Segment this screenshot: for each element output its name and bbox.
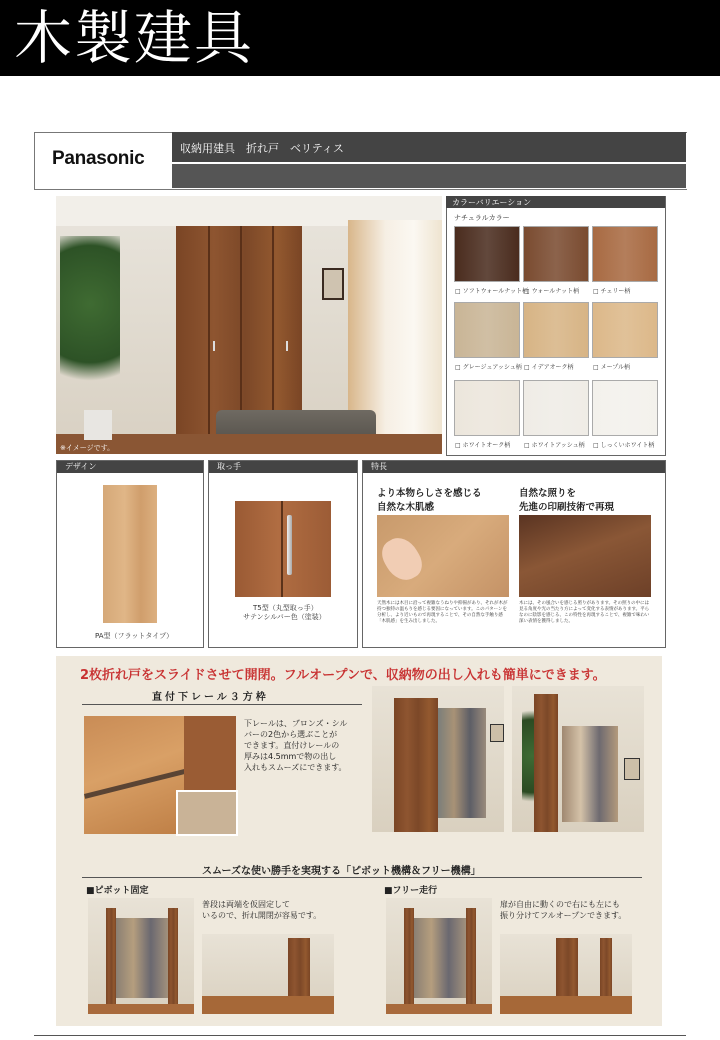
text-line: 普段は両端を仮固定して xyxy=(202,900,290,909)
hanging-clothes xyxy=(562,726,618,822)
color-swatch xyxy=(592,302,658,358)
floor xyxy=(88,1004,194,1014)
text-line: 扉が自由に動くので右にも左にも xyxy=(500,900,620,909)
handle-panel xyxy=(208,460,358,648)
hanging-clothes xyxy=(116,918,168,998)
color-swatch xyxy=(523,380,589,436)
text-line: バーの2色から選ぶことが xyxy=(244,730,338,739)
door-edge xyxy=(184,716,236,796)
bottom-rule xyxy=(34,1035,686,1036)
rail-description xyxy=(244,718,366,773)
handle-caption-1: T5型（丸型取っ手） xyxy=(253,604,318,612)
brand-logo: Panasonic xyxy=(52,148,145,169)
text-line: 下レールは、ブロンズ・シル xyxy=(244,719,348,728)
color-swatch xyxy=(454,380,520,436)
features-title: 特長 xyxy=(363,461,665,473)
feature2-heading-1: 自然な照りを xyxy=(519,488,577,499)
floor xyxy=(386,1004,492,1014)
feature1-image xyxy=(377,515,509,597)
door-handle xyxy=(213,341,215,351)
color-swatch xyxy=(523,302,589,358)
door-seam xyxy=(240,226,242,434)
pivot-photo-closed xyxy=(88,898,194,1014)
text-line: 厚みは4.5mmで物の出し xyxy=(244,752,337,761)
pivot-title: ■ピボット固定 xyxy=(86,886,149,896)
product-name: 収納用建具 折れ戸 ベリティス xyxy=(180,142,344,155)
door-left xyxy=(404,908,414,1004)
door-seam xyxy=(208,226,210,434)
door-left xyxy=(106,908,116,1004)
door-gap xyxy=(281,501,283,597)
color-swatch xyxy=(454,226,520,282)
open-closet-photo-1 xyxy=(372,686,504,832)
text-line: いるので、折れ開閉が容易です。 xyxy=(202,911,322,920)
rail-inset-photo xyxy=(176,790,238,836)
plant xyxy=(60,236,120,406)
feature1-body: 天然木には木目に沿って複雑なうねりや抑揚があり、それが木が持つ独特の温もりを感じる要因になっています。このパターンを分析し、より近いもので再現することで、その自然な手触り感「木肌感」を生み出しました。 xyxy=(377,601,508,624)
text-line: 入れもスムーズにできます。 xyxy=(244,763,347,772)
free-title: ■フリー走行 xyxy=(384,886,438,896)
floor xyxy=(202,996,334,1014)
features-panel xyxy=(362,460,666,648)
wall-picture xyxy=(322,268,344,300)
text-line: できます。直付けレールの xyxy=(244,741,340,750)
image-note: ※イメージです。 xyxy=(60,444,115,452)
color-swatch xyxy=(523,226,589,282)
open-closet-photo-2 xyxy=(512,686,644,832)
color-swatch-label: □ ソフトウォールナット柄 xyxy=(455,288,529,295)
rail-photo xyxy=(84,716,236,834)
color-swatch-label: □ グレージュアッシュ柄 xyxy=(455,364,522,371)
hand-icon xyxy=(376,531,427,586)
color-swatch xyxy=(592,380,658,436)
text-line: 振り分けてフルオープンできます。 xyxy=(500,911,627,920)
hanging-clothes xyxy=(414,918,466,998)
design-title: デザイン xyxy=(57,461,203,473)
free-photo-closed xyxy=(386,898,492,1014)
mechanism-divider xyxy=(82,877,642,878)
design-caption: PA型（フラットタイプ） xyxy=(95,632,174,640)
free-photo-door xyxy=(500,934,632,1014)
color-swatch-label: □ チェリー柄 xyxy=(593,288,631,295)
color-variation-title: カラーバリエーション xyxy=(452,198,532,207)
feature2-heading-2: 先進の印刷技術で再現 xyxy=(519,502,615,513)
door-right xyxy=(466,908,476,1004)
rail-divider xyxy=(82,704,362,705)
door-right xyxy=(168,908,178,1004)
handle-title: 取っ手 xyxy=(209,461,357,473)
wall-picture xyxy=(490,724,504,742)
door-seam xyxy=(272,226,274,434)
color-swatch-label: □ ホワイトオーク柄 xyxy=(455,442,511,449)
feature1-heading-1: より本物らしさを感じる xyxy=(377,488,482,499)
folded-door xyxy=(394,698,438,832)
rail-title: 直付下レール３方枠 xyxy=(152,692,269,703)
feature2-image xyxy=(519,515,651,597)
floor xyxy=(500,996,632,1014)
free-description xyxy=(500,899,660,921)
pivot-photo-door xyxy=(202,934,334,1014)
handle-image xyxy=(235,501,331,597)
color-swatch-label: □ メープル柄 xyxy=(593,364,631,371)
slide-headline: 2枚折れ戸をスライドさせて開閉。フルオープンで、収納物の出し入れも簡単にできます。 xyxy=(80,668,606,683)
color-variation-subtitle: ナチュラルカラー xyxy=(454,214,510,222)
closet-door xyxy=(176,226,302,434)
door-handle xyxy=(286,341,288,351)
pivot-description xyxy=(202,899,372,921)
feature1-heading-2: 自然な木肌感 xyxy=(377,502,435,513)
color-swatch xyxy=(592,226,658,282)
room-photo xyxy=(56,196,442,454)
color-swatch-label: □ ホワイトアッシュ柄 xyxy=(524,442,585,449)
color-swatch-label: □ イデアオーク柄 xyxy=(524,364,574,371)
color-swatch-label: □ ウォールナット柄 xyxy=(524,288,580,295)
feature2-body: 木には、その風合いを感じる照りがあります。その照りの中には見る角度や光の当たり方によって変化する表情があります。平らなのに陰影を感じる、この特性を再現することで、複雑で味わい深い表情を獲得しました。 xyxy=(519,601,650,624)
color-swatch xyxy=(454,302,520,358)
round-handle xyxy=(287,515,292,575)
design-panel xyxy=(56,460,204,648)
color-swatch-label: □ しっくいホワイト柄 xyxy=(593,442,655,449)
mechanism-title: スムーズな使い勝手を実現する「ピボット機構＆フリー機構」 xyxy=(202,866,481,877)
handle-caption-2: サテンシルバー色（塗装） xyxy=(243,613,326,621)
wall-picture xyxy=(624,758,640,780)
folded-door xyxy=(534,694,558,832)
plant-pot xyxy=(84,410,112,440)
page-title: 木製建具 xyxy=(14,4,255,72)
header-band-lower xyxy=(172,164,686,188)
hanging-clothes xyxy=(438,708,486,818)
door-design-image xyxy=(103,485,157,623)
